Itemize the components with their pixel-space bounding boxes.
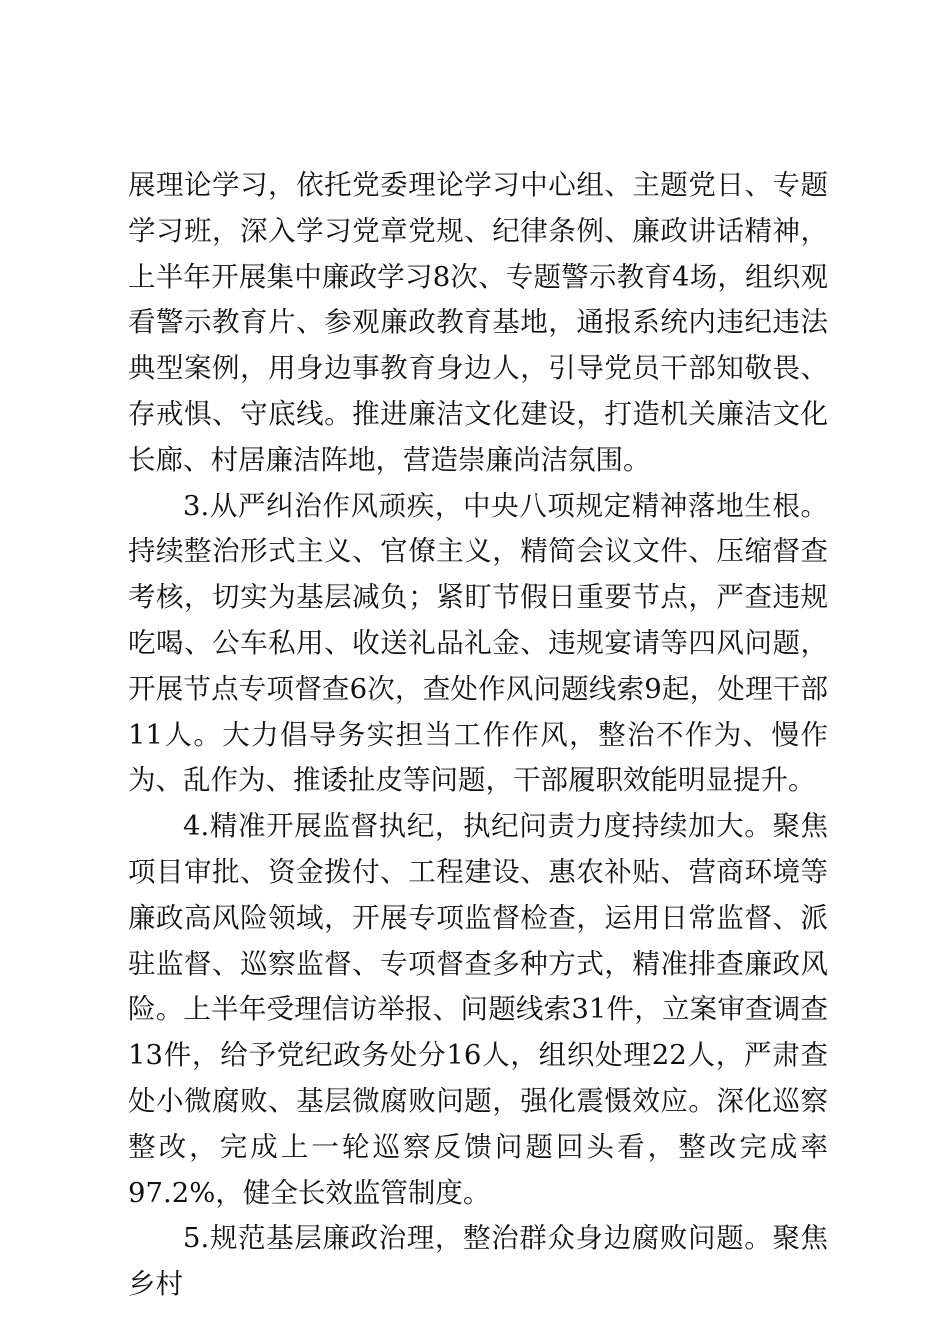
paragraph-item-5: 5.规范基层廉政治理，整治群众身边腐败问题。聚焦乡村	[128, 1222, 828, 1301]
paragraph-item-4: 4.精准开展监督执纪，执纪问责力度持续加大。聚焦项目审批、资金拨付、工程建设、惠农补贴、营商环境等廉政高风险领域，开展专项监督检查，运用日常监督、派驻监督、巡察监督、专项督查多种方式，精准排查廉政风险。上半年受理信访举报、问题线索31件，立案审查调查13件，给予党纪政务处分16人，组织处理22人，严肃查处小微腐败、基层微腐败问题，强化震慑效应。深化巡察整改，完成上一轮巡察反馈问题回头看，整改完成率97.2%，健全长效监管制度。	[128, 810, 828, 1209]
paragraph-item-3: 3.从严纠治作风顽疾，中央八项规定精神落地生根。持续整治形式主义、官僚主义，精简会议文件、压缩督查考核，切实为基层减负；紧盯节假日重要节点，严查违规吃喝、公车私用、收送礼品礼金、违规宴请等四风问题，开展节点专项督查6次，查处作风问题线索9起，处理干部11人。大力倡导务实担当工作作风，整治不作为、慢作为、乱作为、推诿扯皮等问题，干部履职效能明显提升。	[128, 489, 828, 797]
document-body	[128, 163, 828, 1308]
paragraph-continuation: 展理论学习，依托党委理论学习中心组、主题党日、专题学习班，深入学习党章党规、纪律条例、廉政讲话精神，上半年开展集中廉政学习8次、专题警示教育4场，组织观看警示教育片、参观廉政教育基地，通报系统内违纪违法典型案例，用身边事教育身边人，引导党员干部知敬畏、存戒惧、守底线。推进廉洁文化建设，打造机关廉洁文化长廊、村居廉洁阵地，营造崇廉尚洁氛围。	[128, 169, 828, 476]
